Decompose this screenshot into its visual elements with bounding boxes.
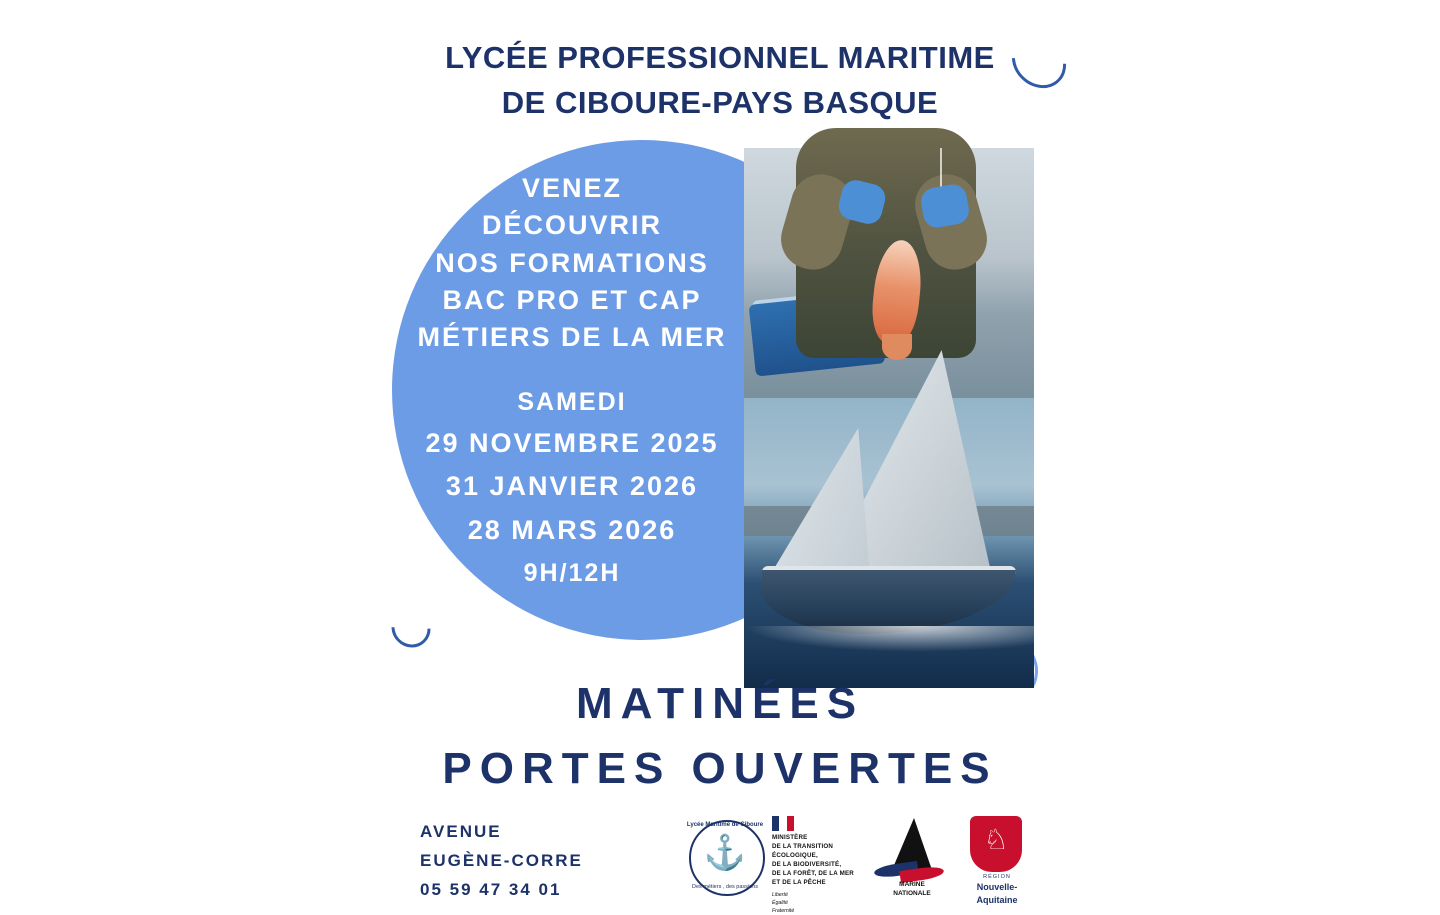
ministry-logo-text bbox=[772, 834, 862, 888]
sailboat-photo bbox=[744, 398, 1034, 688]
ministry-line-6: ET DE LA PÊCHE bbox=[772, 879, 862, 888]
motto-line-2: Égalité bbox=[772, 900, 862, 908]
marine-nationale-logo bbox=[866, 816, 958, 896]
ministry-logo bbox=[772, 816, 862, 896]
fisherman-photo bbox=[744, 148, 1034, 438]
ministry-line-1: MINISTÈRE bbox=[772, 834, 862, 843]
region-small-label: RÉGION bbox=[952, 874, 1042, 881]
region-nouvelle-aquitaine-logo bbox=[952, 816, 1042, 896]
region-line-1: Nouvelle- bbox=[977, 882, 1018, 892]
header-line-1: LYCÉE PROFESSIONNEL MARITIME bbox=[0, 36, 1440, 81]
marine-logo-text bbox=[866, 880, 958, 898]
motto-line-3: Fraternité bbox=[772, 908, 862, 915]
ministry-line-5: DE LA FORÊT, DE LA MER bbox=[772, 870, 862, 879]
address-line-1: AVENUE bbox=[420, 818, 600, 847]
ministry-line-4: DE LA BIODIVERSITÉ, bbox=[772, 861, 862, 870]
page-title bbox=[0, 676, 1440, 796]
address-line-2: EUGÈNE-CORRE bbox=[420, 847, 600, 876]
date-item-1: 29 NOVEMBRE 2025 bbox=[392, 422, 752, 465]
headline-line-2: DÉCOUVRIR bbox=[392, 207, 752, 244]
ministry-line-3: ÉCOLOGIQUE, bbox=[772, 852, 862, 861]
headline-line-3: NOS FORMATIONS bbox=[392, 245, 752, 282]
school-logo-arc-text: Lycée Maritime de Ciboure bbox=[686, 822, 764, 828]
date-item-3: 28 MARS 2026 bbox=[392, 509, 752, 552]
page-title-line-1: MATINÉES bbox=[0, 676, 1440, 731]
school-logo-sub-text: Des métiers , des passions bbox=[686, 884, 764, 890]
phone-number: 05 59 47 34 01 bbox=[420, 876, 600, 905]
info-circle-text bbox=[392, 170, 752, 596]
date-item-2: 31 JANVIER 2026 bbox=[392, 465, 752, 508]
school-logo bbox=[686, 818, 764, 894]
address-block bbox=[420, 818, 600, 905]
shield-icon bbox=[970, 816, 1022, 872]
qr-code-icon[interactable] bbox=[598, 816, 676, 894]
poster-footer bbox=[0, 810, 1440, 900]
page-title-line-2: PORTES OUVERTES bbox=[0, 741, 1440, 796]
french-flag-icon bbox=[772, 816, 794, 831]
headline-line-1: VENEZ bbox=[392, 170, 752, 207]
headline-block bbox=[392, 170, 752, 356]
lion-icon: ♘ bbox=[983, 826, 1008, 854]
anchor-icon: ⚓ bbox=[704, 836, 746, 870]
header-line-2: DE CIBOURE-PAYS BASQUE bbox=[0, 81, 1440, 126]
motto-line-1: Liberté bbox=[772, 892, 862, 900]
headline-line-4: BAC PRO ET CAP bbox=[392, 282, 752, 319]
dates-block bbox=[392, 382, 752, 595]
day-label: SAMEDI bbox=[392, 382, 752, 422]
poster-header bbox=[0, 36, 1440, 126]
hours-label: 9H/12H bbox=[392, 552, 752, 596]
region-line-2: Aquitaine bbox=[976, 895, 1017, 905]
marine-line-1: MARINE bbox=[866, 880, 958, 889]
decorative-arc-left-icon bbox=[383, 600, 438, 655]
ministry-motto bbox=[772, 892, 862, 915]
headline-line-5: MÉTIERS DE LA MER bbox=[392, 319, 752, 356]
region-logo-text bbox=[952, 874, 1042, 906]
ministry-line-2: DE LA TRANSITION bbox=[772, 843, 862, 852]
marine-line-2: NATIONALE bbox=[866, 889, 958, 898]
